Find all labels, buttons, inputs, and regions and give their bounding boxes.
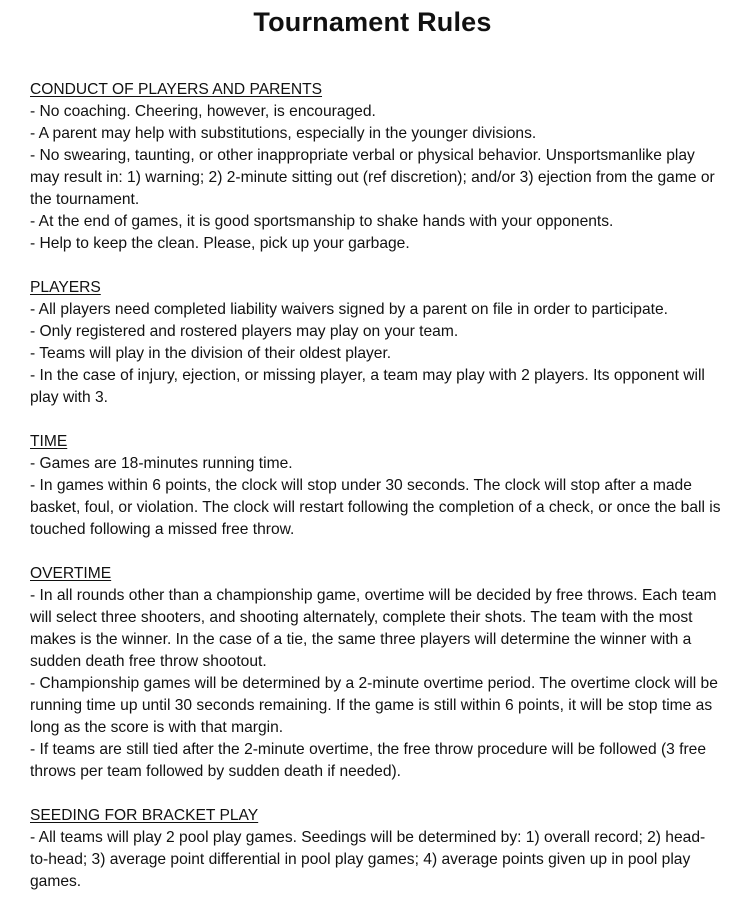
section-heading: OVERTIME <box>30 565 112 582</box>
rule-item: - Only registered and rostered players may play on your team. <box>30 323 459 340</box>
rule-item: - At the end of games, it is good sportsmanship to shake hands with your opponents. <box>30 213 614 230</box>
section-players <box>30 277 722 409</box>
section-heading: PLAYERS <box>30 279 101 296</box>
section-time <box>30 431 722 541</box>
rule-item: - Help to keep the clean. Please, pick up your garbage. <box>30 235 410 252</box>
rule-item: - If teams are still tied after the 2-minute overtime, the free throw procedure will be followed (3 free throws per team followed by sudden death if needed). <box>30 741 707 780</box>
rule-item: - Championship games will be determined by a 2-minute overtime period. The overtime clock will be running time up until 30 seconds remaining. If the game is still within 6 points, it will be stop time as long as the score is with that margin. <box>30 675 718 736</box>
rule-item: - No swearing, taunting, or other inappropriate verbal or physical behavior. Unsportsmanlike play may result in: 1) warning; 2) 2-minute sitting out (ref discretion); and/or 3) ejection from the game or the tournament. <box>30 147 715 208</box>
rule-item: - In all rounds other than a championship game, overtime will be decided by free throws. Each team will select three shooters, and shooting alternately, complete their shots. The team with the most makes is the winner. In the case of a tie, the same three players will determine the winner with a sudden death free throw shootout. <box>30 587 717 670</box>
section-heading: TIME <box>30 433 68 450</box>
section-heading: SEEDING FOR BRACKET PLAY <box>30 807 259 824</box>
rule-item: - Games are 18-minutes running time. <box>30 455 293 472</box>
rule-item: - Teams will play in the division of their oldest player. <box>30 345 392 362</box>
section-seeding <box>30 805 722 893</box>
rule-item: - In games within 6 points, the clock will stop under 30 seconds. The clock will stop after a made basket, foul, or violation. The clock will restart following the completion of a check, or once the ball is touched following a missed free throw. <box>30 477 721 538</box>
section-conduct <box>30 79 722 255</box>
section-overtime <box>30 563 722 783</box>
rules-body <box>30 79 722 915</box>
rule-item: - In the case of injury, ejection, or missing player, a team may play with 2 players. Its opponent will play with 3. <box>30 367 705 406</box>
rule-item: - All teams will play 2 pool play games. Seedings will be determined by: 1) overall record; 2) head-to-head; 3) average point differential in pool play games; 4) average points given up in pool play games. <box>30 829 706 890</box>
rule-item: - All players need completed liability waivers signed by a parent on file in order to participate. <box>30 301 668 318</box>
section-heading: CONDUCT OF PLAYERS AND PARENTS <box>30 81 323 98</box>
rule-item: - A parent may help with substitutions, especially in the younger divisions. <box>30 125 537 142</box>
page-title: Tournament Rules <box>253 7 492 37</box>
rule-item: - No coaching. Cheering, however, is encouraged. <box>30 103 376 120</box>
